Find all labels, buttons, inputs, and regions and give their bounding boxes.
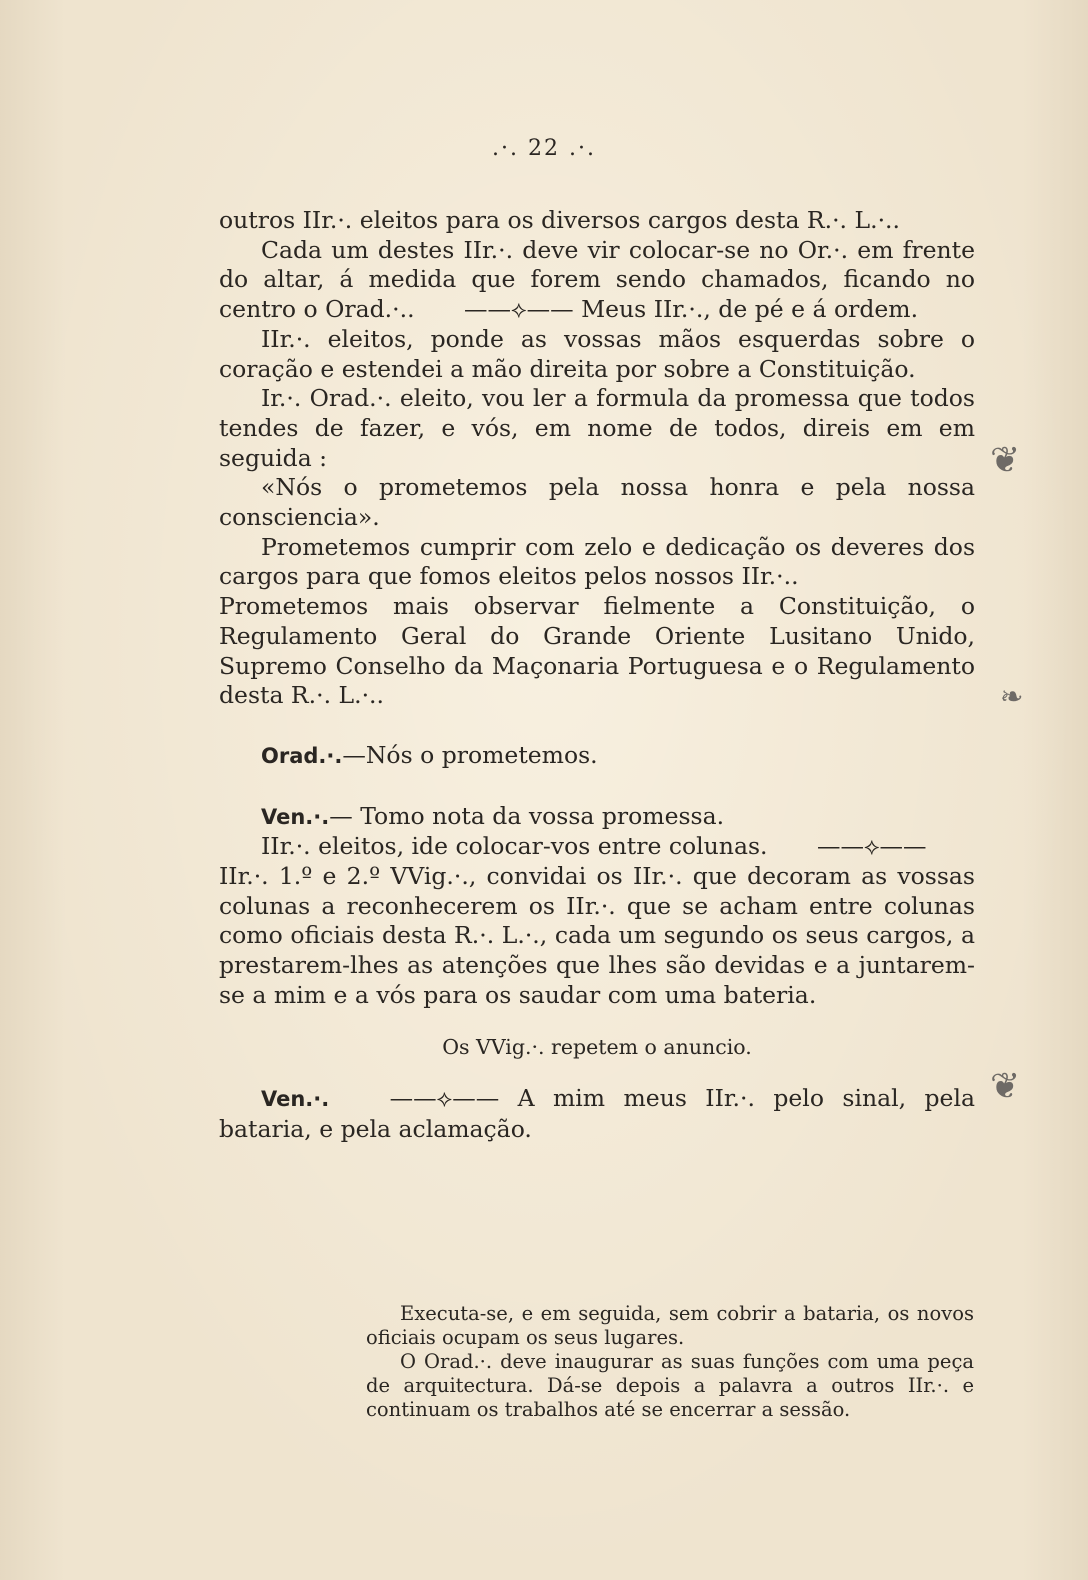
speaker-label: Ven.·. — [261, 1087, 330, 1112]
paragraph: Prometemos mais observar fielmente a Constituição, o Regulamento Geral do Grande Oriente Lusitano Unido, Supremo Conselho da Maçonaria Portuguesa e o Regulamento desta R.·. L.·.. — [219, 592, 975, 710]
speaker-text: — Tomo nota da vossa promessa. — [329, 801, 725, 830]
paragraph-text: IIr.·. eleitos, ide colocar-vos entre colunas. — [261, 832, 768, 861]
note-paragraph: Executa-se, e em seguida, sem cobrir a bataria, os novos oficiais ocupam os seus lugares. — [366, 1302, 974, 1349]
paragraph-text: Meus IIr.·., de pé e á ordem. — [581, 295, 919, 324]
speaker-line — [219, 741, 975, 772]
paragraph: IIr.·. 1.º e 2.º VVig.·., convidai os IIr.·. que decoram as vossas colunas a reconhecerem os IIr.·. que se acham entre colunas como oficiais desta R.·. L.·., cada um segundo os seus cargos, a prestarem-lhes as atenções que lhes são devidas e a juntarem-se a mim e a vós para os saudar com uma bateria. — [219, 862, 975, 1009]
paragraph — [219, 832, 975, 862]
speaker-line — [219, 802, 975, 833]
stain-mark-icon: ❦ — [990, 1066, 1021, 1107]
separator-ornament: ——⟡—— — [816, 832, 927, 861]
paragraph-text: Cada um destes IIr.·. deve vir colocar-se no Or.·. em frente do altar, á medida que forem sendo chamados, ficando no centro o Orad.·.. — [219, 235, 975, 324]
paragraph: Prometemos cumprir com zelo e dedicação os deveres dos cargos para que fomos eleitos pelos nossos IIr.·.. — [219, 532, 975, 591]
note-paragraph: O Orad.·. deve inaugurar as suas funções com uma peça de arquitectura. Dá-se depois a palavra a outros IIr.·. e continuam os trabalhos até se encerrar a sessão. — [366, 1350, 974, 1421]
speaker-text: A mim meus IIr.·. pelo sinal, pela bataria, e pela aclamação. — [219, 1084, 975, 1143]
separator-ornament: ——⟡—— — [389, 1084, 500, 1113]
stage-direction: Os VVig.·. repetem o anuncio. — [442, 1034, 752, 1059]
page-number: .·. 22 .·. — [492, 136, 596, 161]
footnote-block — [366, 1302, 974, 1422]
paragraph — [219, 236, 975, 325]
speaker-text: —Nós o prometemos. — [342, 740, 598, 769]
main-text — [219, 206, 975, 1145]
paragraph: «Nós o prometemos pela nossa honra e pela nossa consciencia». — [219, 473, 975, 532]
speaker-line — [219, 1084, 975, 1144]
paragraph: outros IIr.·. eleitos para os diversos cargos desta R.·. L.·.. — [219, 206, 900, 234]
separator-ornament: ——⟡—— — [464, 295, 574, 324]
paragraph: Ir.·. Orad.·. eleito, vou ler a formula da promessa que todos tendes de fazer, e vós, em nome de todos, direis em em seguida : — [219, 384, 975, 472]
speaker-label: Orad.·. — [261, 743, 343, 768]
speaker-label: Ven.·. — [261, 804, 330, 829]
paragraph: IIr.·. eleitos, ponde as vossas mãos esquerdas sobre o coração e estendei a mão direita por sobre a Constituição. — [219, 324, 975, 383]
stain-mark-icon: ❦ — [990, 440, 1021, 481]
stain-mark-icon: ❧ — [1000, 680, 1024, 713]
